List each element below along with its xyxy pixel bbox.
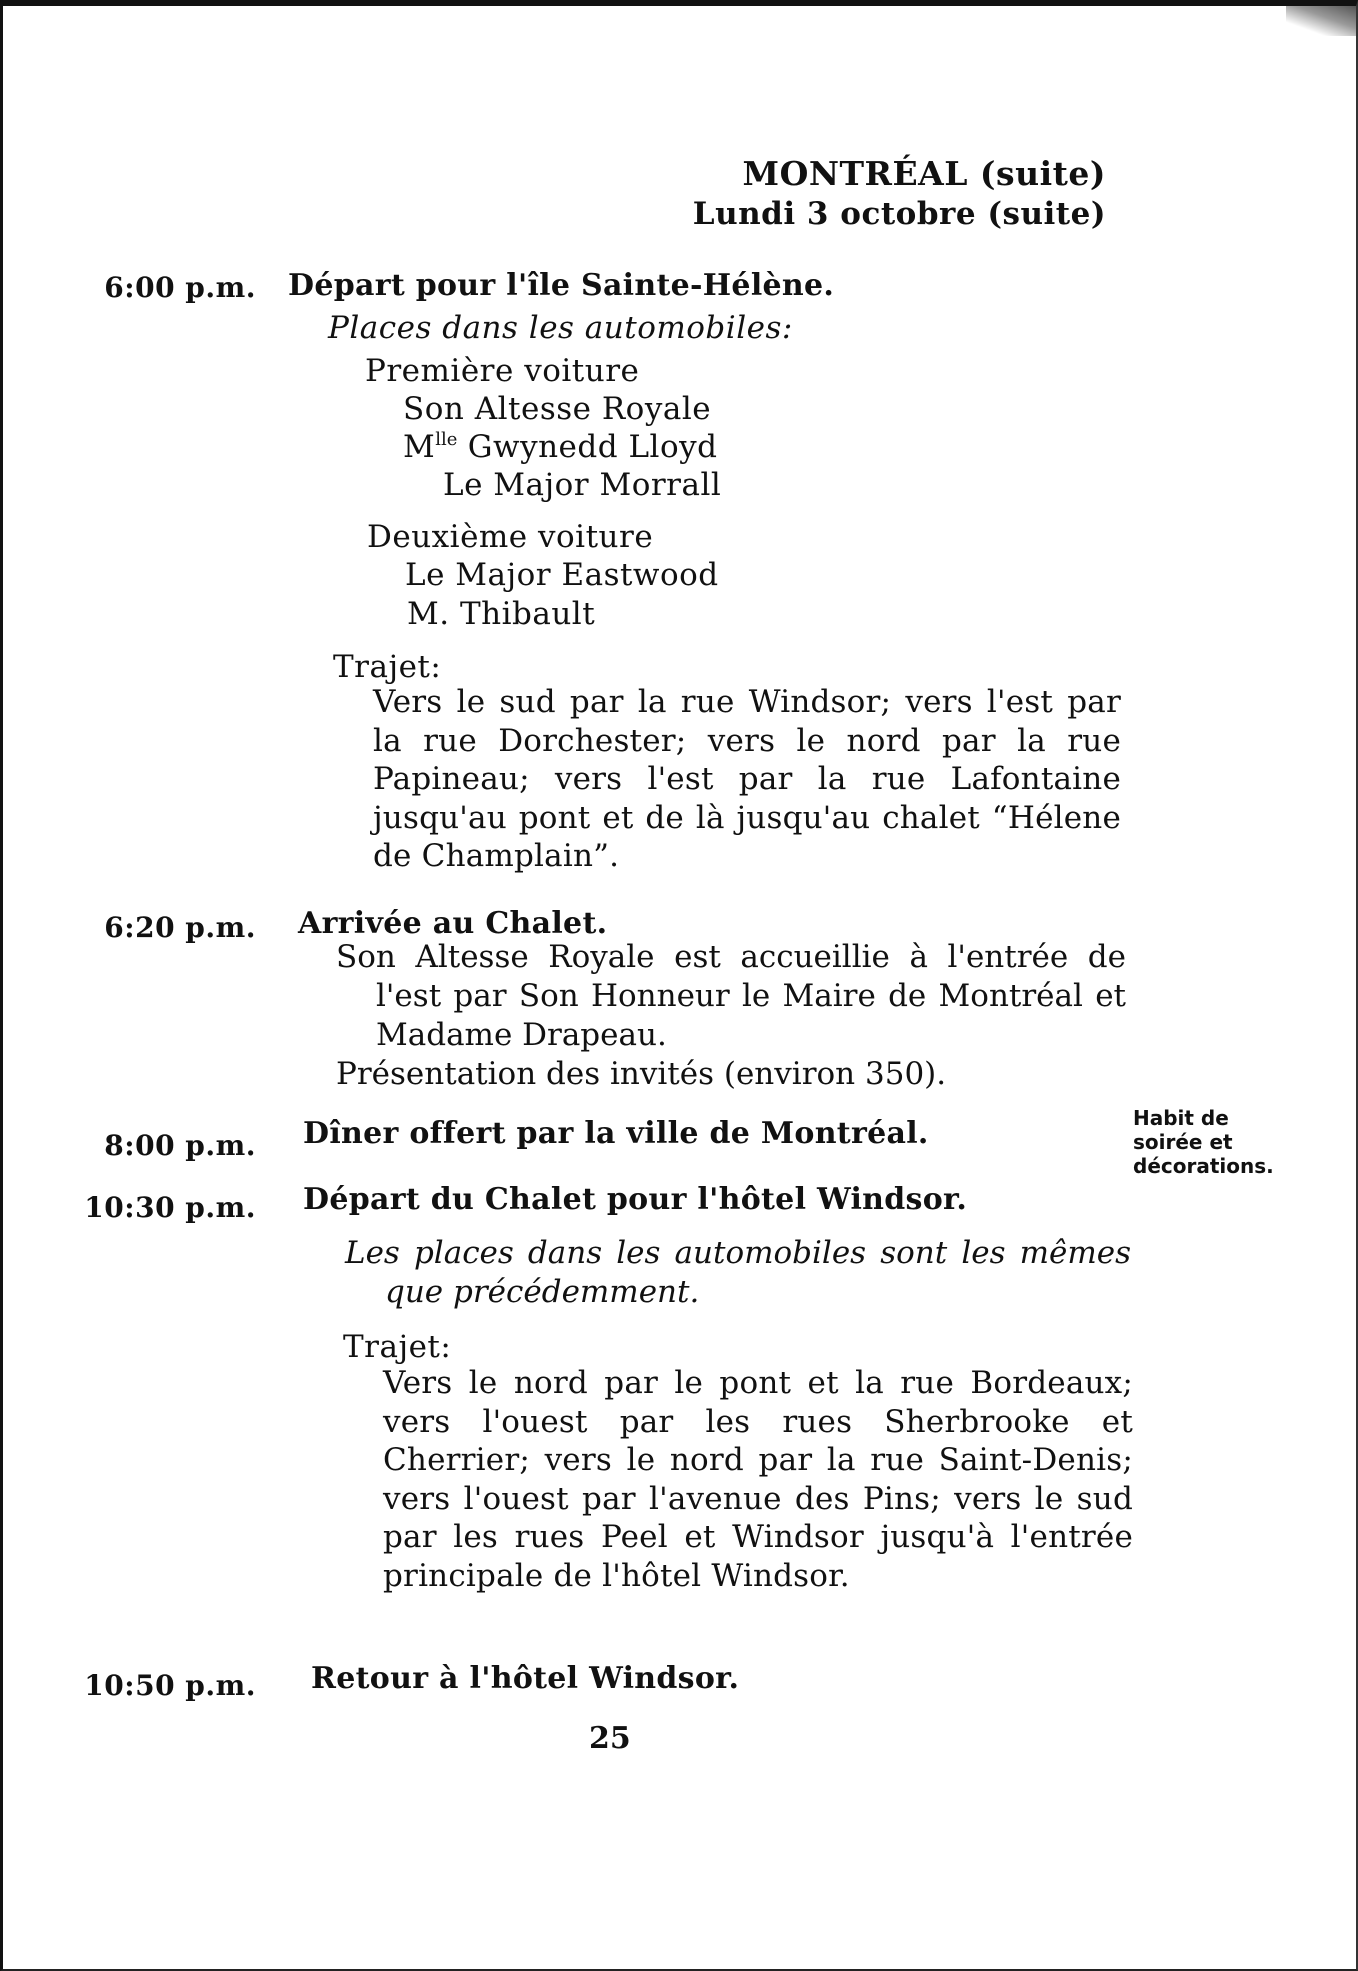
header-subtitle: Lundi 3 octobre (suite) (692, 196, 1106, 232)
car-2-passenger: Le Major Eastwood (405, 557, 719, 593)
arrival-text: Son Altesse Royale est accueillie à l'entrée de l'est par Son Honneur le Maire de Montréal et Madame Drapeau. (336, 939, 1126, 1053)
page-header (693, 154, 1106, 234)
side-note: Habit de soirée et décorations. (1133, 1106, 1274, 1178)
car-2-label: Deuxième voiture (367, 519, 654, 555)
car-1-passenger: Le Major Morrall (443, 467, 722, 503)
route-text: Vers le sud par la rue Windsor; vers l'est par la rue Dorchester; vers le nord par la rue Papineau; vers l'est par la rue Lafontaine jusqu'au pont et de là jusqu'au chalet “Hélene de Champlain”. (373, 684, 1121, 874)
places-note (345, 1234, 1131, 1312)
time-10-30: 10:30 p.m. (84, 1191, 256, 1224)
route-label: Trajet: (333, 649, 442, 685)
places-label: Places dans les automobiles: (328, 310, 793, 346)
time-8-00: 8:00 p.m. (104, 1129, 256, 1162)
header-title: MONTRÉAL (suite) (742, 154, 1106, 193)
time-10-50: 10:50 p.m. (84, 1669, 256, 1702)
route-label: Trajet: (343, 1329, 452, 1365)
event-title: Dîner offert par la ville de Montréal. (303, 1116, 929, 1151)
event-title: Départ du Chalet pour l'hôtel Windsor. (303, 1182, 968, 1217)
page-corner-wear (1286, 6, 1356, 36)
event-title: Départ pour l'île Sainte-Hélène. (288, 268, 835, 303)
route-text: Vers le nord par le pont et la rue Bordeaux; vers l'ouest par les rues Sherbrooke et Cherrier; vers le nord par la rue Saint-Denis; vers l'ouest par l'avenue des Pins; vers le sud par les rues Peel et Windsor jusqu'à l'entrée principale de l'hôtel Windsor. (383, 1365, 1133, 1594)
car-1-passenger: $M^{lle}$ Gwynedd Lloyd (403, 429, 718, 465)
page-number: 25 (589, 1721, 631, 1756)
guests-text: Présentation des invités (environ 350). (336, 1056, 947, 1092)
arrival-details (336, 938, 1126, 1094)
time-6-00: 6:00 p.m. (104, 271, 256, 304)
places-text: Les places dans les automobiles sont les mêmes que précédemment. (345, 1235, 1131, 1310)
event-title: Arrivée au Chalet. (298, 906, 608, 941)
car-1-passenger: Son Altesse Royale (403, 391, 712, 427)
car-2-passenger: M. Thibault (407, 596, 596, 632)
car-1-label: Première voiture (365, 353, 640, 389)
time-6-20: 6:20 p.m. (104, 911, 256, 944)
event-title: Retour à l'hôtel Windsor. (311, 1661, 740, 1696)
